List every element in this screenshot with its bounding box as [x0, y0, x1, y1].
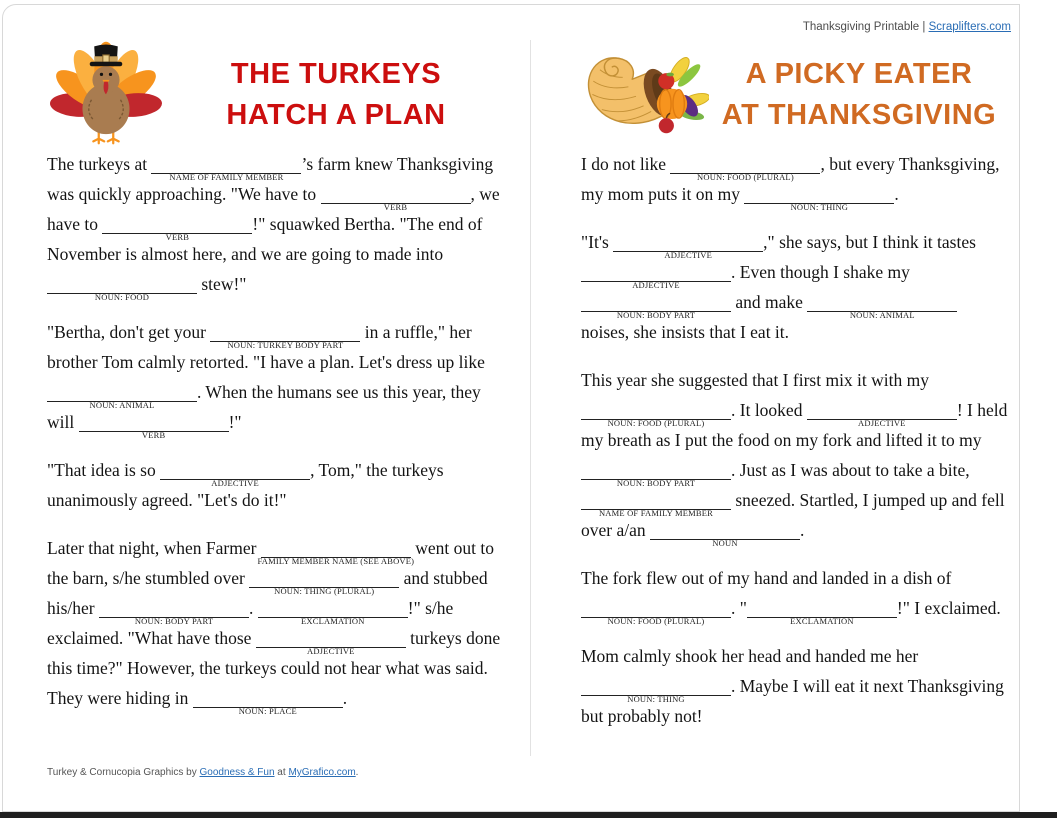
blank-label: NOUN: THING: [790, 202, 849, 212]
story-paragraph: [581, 563, 1009, 626]
blank-field: [79, 414, 229, 440]
story-text: This year she suggested that I first mix it with my: [581, 370, 930, 390]
apple: [659, 118, 674, 133]
story-text: Mom calmly shook her head and handed me her: [581, 646, 919, 666]
story-text: , we have to: [47, 184, 500, 234]
story-text: Later that night, when Farmer: [47, 538, 261, 558]
story-paragraph: [581, 227, 1009, 347]
story-text: .: [249, 598, 258, 618]
blank-label: NOUN: ANIMAL: [89, 400, 155, 410]
goodness-fun-link[interactable]: Goodness & Fun: [199, 767, 275, 778]
story-text: !" I exclaimed.: [896, 598, 1001, 618]
story-paragraph: [47, 455, 507, 515]
story-text: ’s farm knew Thanksgiving was quickly approaching. "We have to: [47, 154, 494, 204]
blank-label: NOUN: THING: [627, 694, 685, 704]
blank-field: [160, 462, 310, 488]
left-story-column: [47, 42, 507, 731]
blank-field: [151, 156, 301, 182]
blank-field: [581, 402, 731, 428]
left-title-line1: THE TURKEYS: [230, 57, 442, 90]
right-story-column: [581, 42, 1009, 749]
blank-label: VERB: [165, 232, 190, 242]
blank-field: [670, 156, 820, 182]
blank-field: [744, 186, 894, 212]
blank-field: [99, 600, 249, 626]
blank-field: [256, 630, 406, 656]
story-text: in a ruffle," her brother Tom calmly retorted. "I have a plan. Let's dress up like: [47, 322, 485, 372]
story-paragraph: [581, 149, 1009, 212]
story-text: stew!": [197, 274, 247, 294]
story-text: I do not like: [581, 154, 671, 174]
story-text: .: [800, 520, 805, 540]
pumpkin: [657, 88, 687, 118]
blank-label: NAME OF FAMILY MEMBER: [598, 508, 714, 518]
story-text: !" s/he exclaimed. "What have those: [47, 598, 454, 648]
blank-field: [650, 522, 800, 548]
header-credit: [803, 21, 1011, 33]
right-story-text: [581, 149, 1009, 731]
story-text: and stubbed his/her: [47, 568, 488, 618]
story-text: . Just as I was about to take a bite,: [731, 460, 970, 480]
story-text: sneezed. Startled, I jumped up and fell over a/an: [581, 490, 1005, 540]
blank-label: FAMILY MEMBER NAME (SEE ABOVE): [257, 556, 415, 566]
mygrafico-link[interactable]: MyGrafico.com: [288, 767, 356, 778]
blank-label: NAME OF FAMILY MEMBER: [169, 172, 284, 182]
story-text: . Maybe I will eat it next Thanksgiving but probably not!: [581, 676, 1004, 726]
blank-field: [210, 324, 360, 350]
blank-label: NOUN: [712, 538, 738, 548]
story-paragraph: [581, 641, 1009, 731]
right-story-title: [709, 54, 1009, 136]
blank-label: NOUN: BODY PART: [134, 616, 214, 626]
left-story-text: [47, 149, 507, 716]
story-text: went out to the barn, s/he stumbled over: [47, 538, 494, 588]
story-text: The turkeys at: [47, 154, 152, 174]
story-text: noises, she insists that I eat it.: [581, 322, 790, 342]
blank-field: [581, 492, 731, 518]
blank-field: [807, 294, 957, 320]
blank-field: [193, 690, 343, 716]
blank-label: NOUN: FOOD: [94, 292, 150, 302]
blank-field: [807, 402, 957, 428]
story-text: "Bertha, don't get your: [47, 322, 211, 342]
blank-field: [581, 264, 731, 290]
blank-field: [747, 600, 897, 626]
turkey-icon: [47, 40, 165, 150]
blank-field: [257, 540, 415, 566]
story-text: , but every Thanksgiving, my mom puts it on my: [581, 154, 1000, 204]
window-bottom-edge: [0, 812, 1057, 818]
footer-label: Turkey & Cornucopia Graphics by: [47, 767, 200, 778]
story-text: "It's: [581, 232, 614, 252]
header-label: Thanksgiving Printable |: [802, 21, 929, 33]
blank-label: EXCLAMATION: [300, 616, 365, 626]
blank-label: ADJECTIVE: [632, 280, 680, 290]
right-title-row: [581, 42, 1009, 147]
right-title-line1: A PICKY EATER: [745, 57, 973, 90]
blank-label: NOUN: FOOD (PLURAL): [697, 172, 794, 182]
blank-field: [249, 570, 399, 596]
story-text: !": [228, 412, 242, 432]
blank-label: NOUN: ANIMAL: [849, 310, 915, 320]
blank-label: VERB: [383, 202, 408, 212]
blank-field: [581, 294, 731, 320]
story-text: . It looked: [731, 400, 807, 420]
right-title-line2: AT THANKSGIVING: [721, 98, 997, 131]
footer-credit: Turkey & Cornucopia Graphics by Goodness & Fun at MyGrafico.com.: [47, 767, 359, 778]
story-text: .: [894, 184, 899, 204]
blank-label: NOUN: THING (PLURAL): [274, 586, 375, 596]
left-story-title: [165, 54, 507, 136]
blank-label: NOUN: FOOD (PLURAL): [607, 418, 705, 428]
blank-field: [258, 600, 408, 626]
story-text: ," she says, but I think it tastes: [763, 232, 976, 252]
blank-field: [581, 600, 731, 626]
blank-field: [581, 462, 731, 488]
story-text: .: [342, 688, 348, 708]
blank-label: NOUN: BODY PART: [616, 478, 696, 488]
story-text: turkeys done this time?" However, the turkeys could not hear what was said. They were hiding in: [47, 628, 501, 708]
story-text: . Even though I shake my: [731, 262, 910, 282]
story-text: ! I held my breath as I put the food on my fork and lifted it to my: [581, 400, 1008, 450]
blank-field: [102, 216, 252, 242]
blank-label: NOUN: TURKEY BODY PART: [227, 340, 344, 350]
left-title-row: [47, 42, 507, 147]
blank-label: ADJECTIVE: [858, 418, 906, 428]
blank-label: NOUN: BODY PART: [616, 310, 696, 320]
blank-label: EXCLAMATION: [790, 616, 854, 626]
blank-field: [613, 234, 763, 260]
story-text: "That idea is so: [47, 460, 161, 480]
story-text: . When the humans see us this year, they will: [47, 382, 481, 432]
story-text: and make: [731, 292, 808, 312]
scraplifters-link[interactable]: Scraplifters.com: [928, 21, 1011, 33]
blank-label: ADJECTIVE: [664, 250, 712, 260]
story-paragraph: [47, 533, 507, 716]
cornucopia-icon: [581, 45, 709, 145]
blank-field: [47, 384, 197, 410]
blank-field: [47, 276, 197, 302]
blank-label: VERB: [141, 430, 166, 440]
column-divider: [530, 40, 531, 756]
story-paragraph: [47, 317, 507, 440]
story-text: , Tom," the turkeys unanimously agreed. "Let's do it!": [47, 460, 444, 510]
blank-field: [321, 186, 471, 212]
blank-label: NOUN: FOOD (PLURAL): [607, 616, 705, 626]
story-paragraph: [47, 149, 507, 302]
story-paragraph: [581, 365, 1009, 548]
story-text: . ": [731, 598, 747, 618]
blank-field: [581, 678, 731, 704]
blank-label: ADJECTIVE: [306, 646, 355, 656]
story-text: The fork flew out of my hand and landed in a dish of: [581, 568, 952, 588]
story-text: !" squawked Bertha. "The end of November is almost here, and we are going to made into: [47, 214, 483, 264]
left-title-line2: HATCH A PLAN: [226, 98, 446, 131]
blank-label: NOUN: PLACE: [238, 706, 297, 716]
pilgrim-hat: [90, 44, 123, 66]
blank-label: ADJECTIVE: [211, 478, 259, 488]
